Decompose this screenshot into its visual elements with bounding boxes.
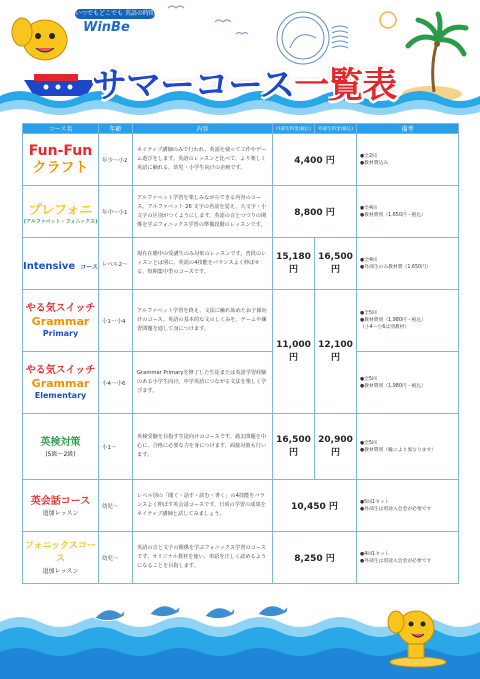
title-part1: サマーコース [92,66,295,106]
course-name-intensive [23,238,99,290]
course-table [22,123,459,584]
course-price-external: 12,100 円 [315,290,357,414]
course-level: 小1～小4 [99,290,133,352]
table-row [23,532,459,584]
course-description: アルファベット学習を楽しみながらできる内容のコース。アルファベット 26 文字の名前を覚え、大文字・小文字の区別がつくようにします。英語の音とつづりの関係を学ぶフォニックス学習の準備段階のレッスンです。 [133,186,273,238]
course-price: 8,250 円 [273,532,357,584]
header-notes: 備考 [357,124,459,134]
course-name-line: Elementary [34,391,87,400]
title-part2: 一覧表 [294,66,397,106]
note-line: ●外部生は別途入会金が必要です [360,506,432,512]
course-name-line: (5級～2級) [45,450,76,458]
course-name-line: やる気スイッチ [25,303,96,314]
note-line: ●外部生は別途入会金が必要です [360,558,432,564]
course-name-line: Fun-Fun [28,142,93,159]
table-row [23,352,459,414]
course-description: 現在在籍中の受講生のみ対象のレッスンです。普段のレッスンとは別に、英語の4技能をバランスよく伸ばせる、短期集中型のコースです。 [133,238,273,290]
note-line: ●全5回 [360,311,377,316]
note-line: ●教材費別（級により異なります） [360,447,437,453]
table-row [23,238,459,290]
course-price-internal: 11,000 円 [273,290,315,414]
course-price-external: 16,500 円 [315,238,357,290]
course-description: 英語の音と文字の関係を学ぶフォニックス学習のコースです。オリジナル教材を使い、単語を正しく読めるようになることを目指します。 [133,532,273,584]
course-name-line: (アルファベット・フォニックス) [23,218,98,225]
course-name-line: コース [80,264,98,271]
page-title [92,58,396,108]
note-line: ●教材費別（1,650円・税込） [360,212,426,218]
header-internal-price: 内部生料金(税込) [273,124,315,134]
course-notes [357,186,459,238]
note-line: ●全2回 [360,153,377,159]
course-level: 年少～小2 [99,134,133,186]
course-name-line: 英会話コース [30,495,91,507]
table-row [23,186,459,238]
course-level: 小1～ [99,414,133,480]
course-description: ネイティブ講師のみで行われ、英語を使って工作やゲーム遊びをします。英語のレッスンと比べて、より楽しく英語に触れる、幼児・小学生向けの企画です。 [133,134,273,186]
course-price-internal: 16,500 円 [273,414,315,480]
brand-name: WinBe [83,20,130,35]
note-line: ●教材費別（1,980円・税込） [360,318,426,323]
course-name-line: Grammar [31,377,90,390]
note-line: ●教材費込み [360,160,389,166]
course-name-line: 追加レッスン [42,509,79,517]
course-name-funfun [23,134,99,186]
course-price: 10,450 円 [273,480,357,532]
course-notes [357,290,459,352]
course-name-line: クラフト [32,159,89,176]
course-price-external: 20,900 円 [315,414,357,480]
note-line: ●教材費別（1,980円・税込） [360,383,426,389]
course-price: 4,400 円 [273,134,357,186]
course-name-eiken [23,414,99,480]
course-price-internal: 15,180 円 [273,238,315,290]
course-name-line: Primary [42,329,79,338]
course-level: 幼児～ [99,532,133,584]
header-age: 年齢 [99,124,133,134]
postmark-icon [277,12,348,64]
seagull-icon [168,6,248,34]
table-row [23,414,459,480]
note-line: ●5回1セット [360,499,390,505]
course-level: 小4～小6 [99,352,133,414]
header-content: 内容 [133,124,273,134]
course-description: レベル別の「聞く・話す・読む・書く」の4技能をバランスよく伸ばす英会話コースです。日頃の学習の成果をネイティブ講師と試してみましょう。 [133,480,273,532]
note-line: ●全4回 [360,205,377,211]
course-name-line: プレフォニ [28,202,93,218]
brand-tagline: いつでもどこでも 英語の時間 [75,10,155,17]
course-description: Grammar Primaryを修了した生徒または英語学習経験のある小学生向け。中学英語につながる文法を楽しく学びます。 [133,352,273,414]
note-line: ●全4回 [360,257,377,263]
course-level: 年中～小1 [99,186,133,238]
course-name-eikaiwa [23,480,99,532]
course-notes [357,352,459,414]
course-name-line: フォニックスコース [24,541,97,564]
course-description: 英検受験を目指す生徒向けのコースです。過去問題を中心に、合格に必要な力を身につけます。面接対策も行います。 [133,414,273,480]
course-notes [357,134,459,186]
course-name-line: Grammar [31,315,90,328]
note-line: ●4回1セット [360,551,390,557]
table-row [23,290,459,352]
brand-logo [75,9,155,37]
course-name-grammar-primary [23,290,99,352]
course-notes [357,414,459,480]
course-level: 幼児～ [99,480,133,532]
table-header-row [23,124,459,134]
course-name-grammar-elementary [23,352,99,414]
bottom-sea-illustration [0,592,480,679]
course-name-prephonics [23,186,99,238]
course-level: レベル2～ [99,238,133,290]
course-name-line: 追加レッスン [42,568,79,575]
note-line: ●外部生のみ教材費（1,650円） [360,264,431,270]
header-course: コース名 [23,124,99,134]
table-row [23,480,459,532]
sun-icon [380,12,396,28]
course-name-phonics [23,532,99,584]
course-name-line: やる気スイッチ [25,365,96,376]
course-notes [357,238,459,290]
note-line: ●全5回 [360,376,377,382]
course-price: 8,800 円 [273,186,357,238]
header-external-price: 外部生料金(税込) [315,124,357,134]
course-notes [357,480,459,532]
table-row [23,134,459,186]
course-notes [357,532,459,584]
note-line: （小4～小6は別教材） [360,325,410,330]
course-name-line: 英検対策 [40,436,81,448]
mascot-icon [12,18,67,60]
course-name-line: Intensive [23,261,76,272]
note-line: ●全5回 [360,440,377,446]
course-description: アルファベット学習を終え、文法に触れ始めたお子様向けのコース。英語の基本的な文のしくみを、ゲームや練習問題を通して身につけます。 [133,290,273,352]
